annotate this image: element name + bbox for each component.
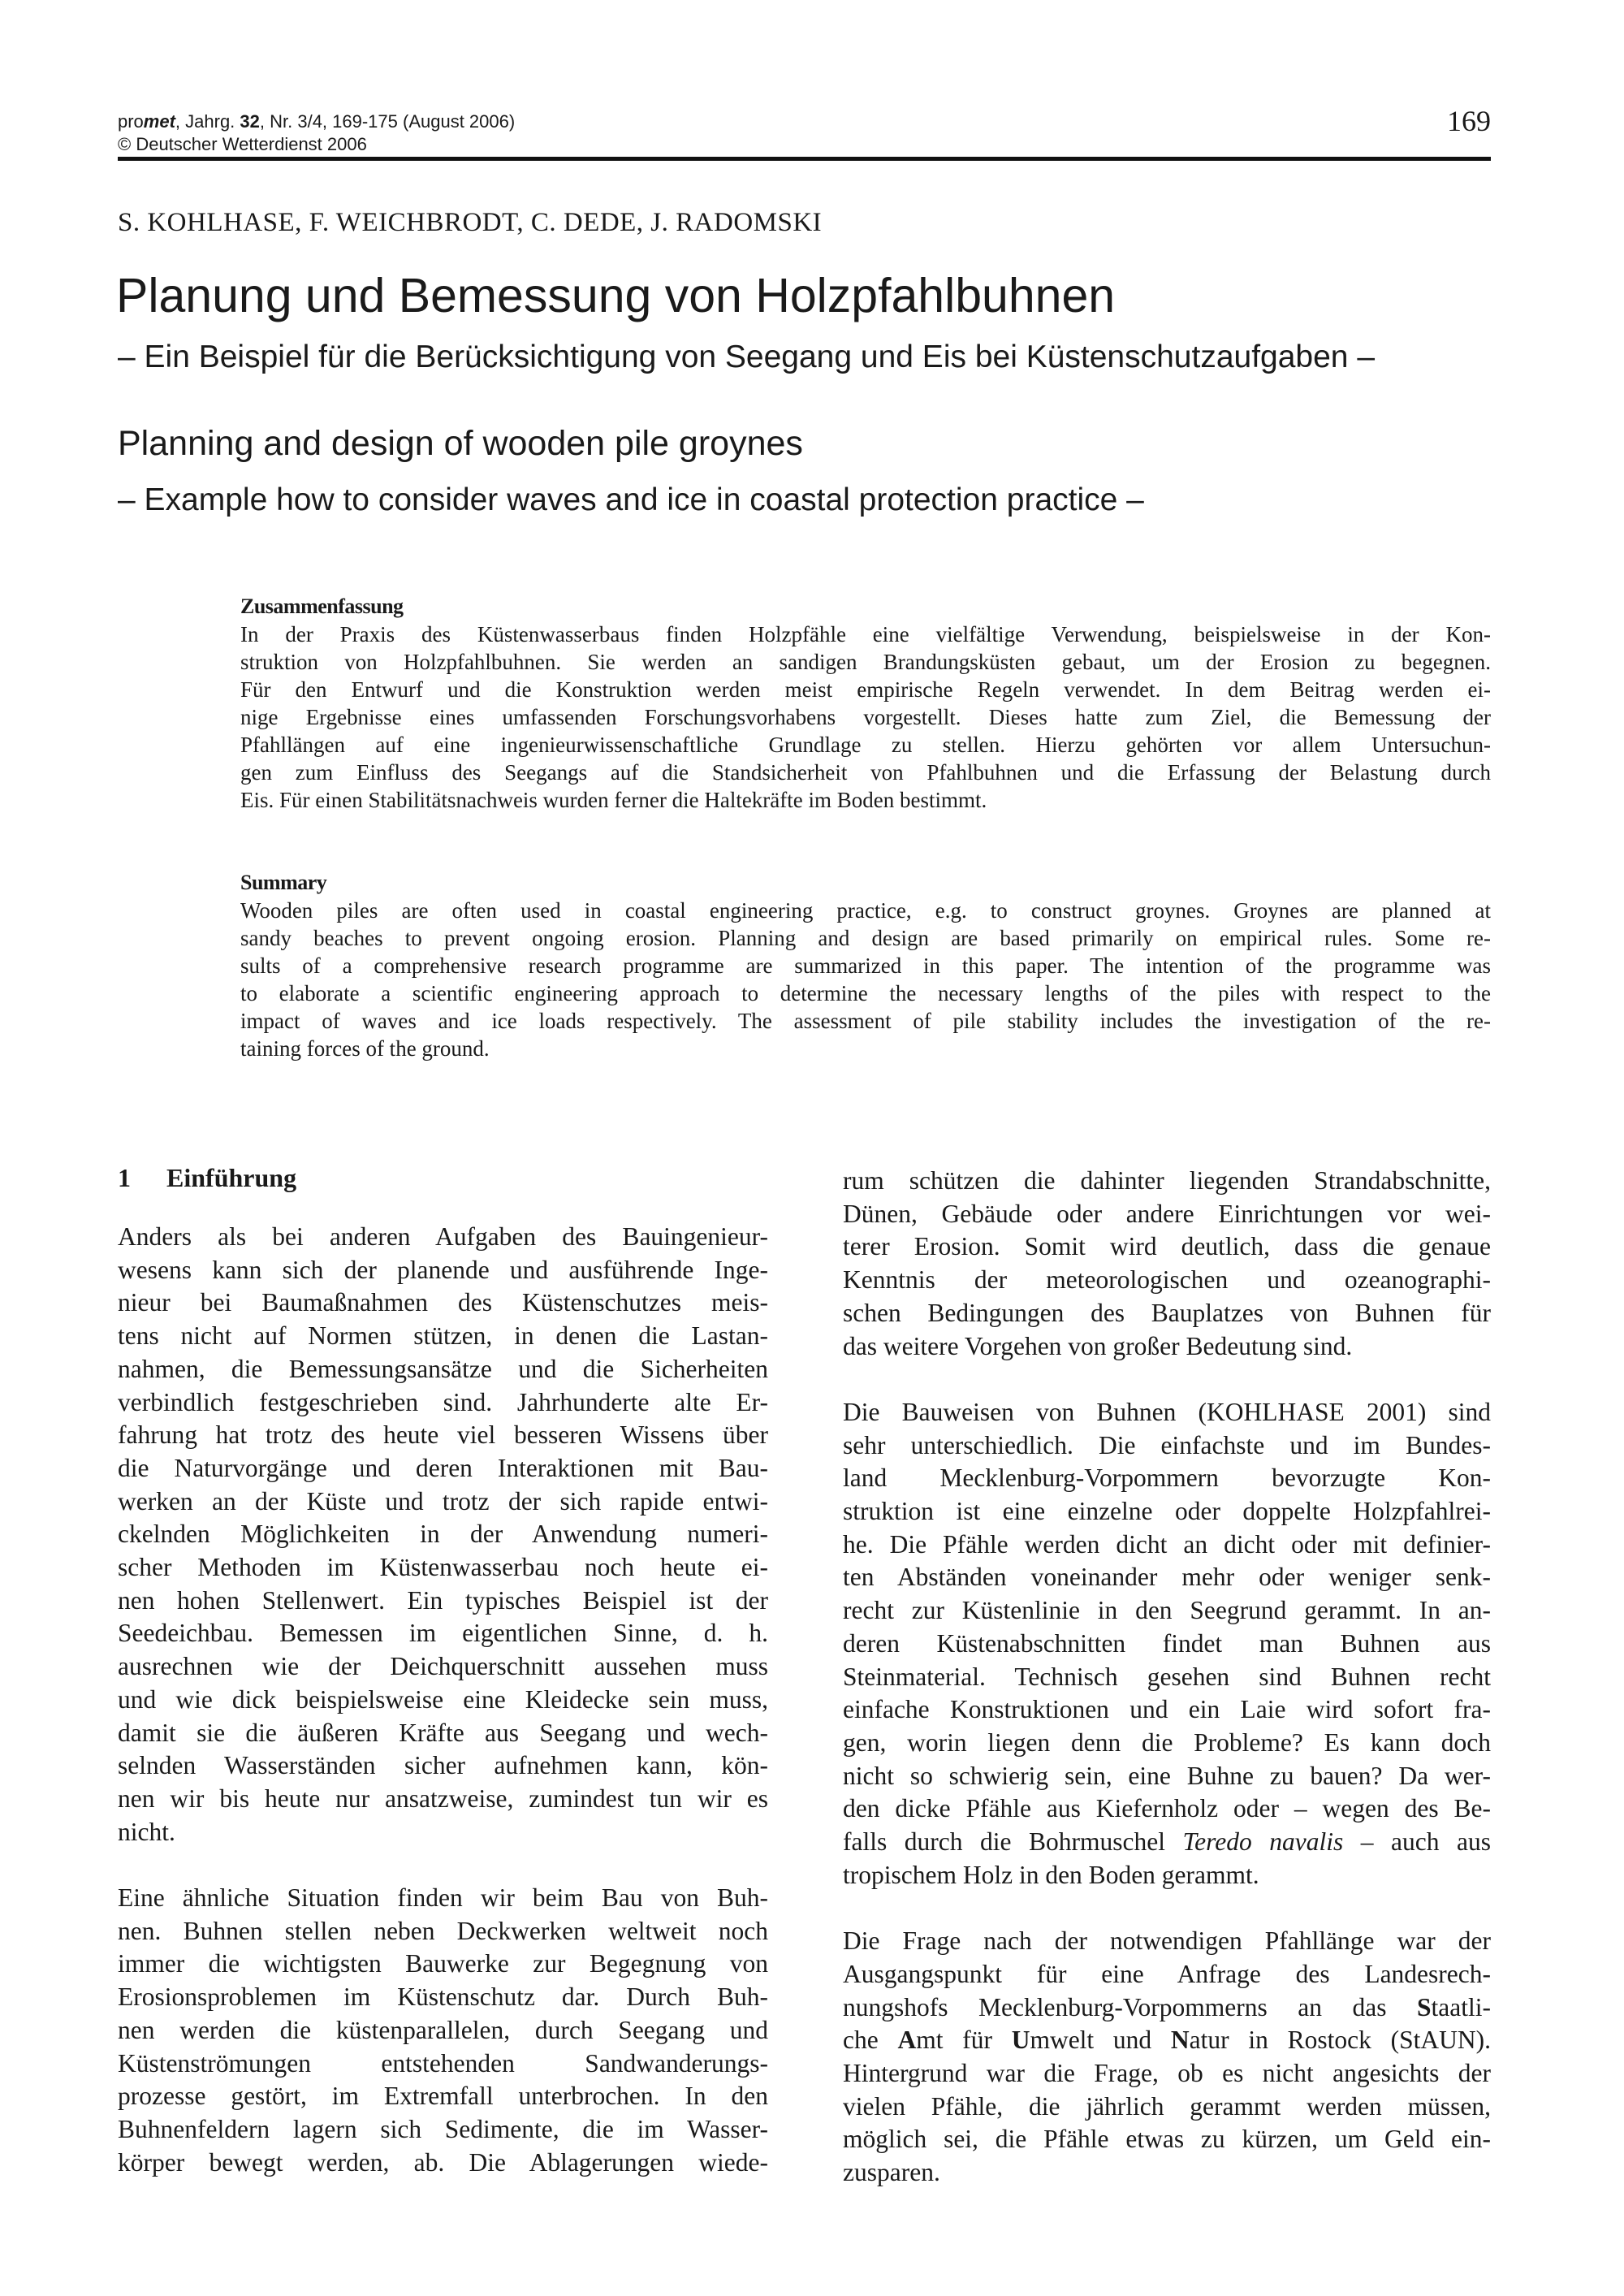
text-segment: nungshofs Mecklenburg-Vorpommerns an das — [843, 1992, 1417, 2021]
paragraph — [843, 1165, 1491, 1363]
paragraph — [843, 1925, 1491, 2190]
text-line: struktion ist eine einzelne oder doppelte Holzpfahlrei- — [843, 1497, 1491, 1526]
text-line: selnden Wasserständen sicher aufnehmen kann, kön- — [118, 1751, 768, 1780]
text-line: Für den Entwurf und die Konstruktion werden meist empirische Regeln verwendet. In dem Beitrag werden ei- — [240, 677, 1491, 702]
text-line: Buhnenfeldern lagern sich Sedimente, die im Wasser- — [118, 2114, 768, 2143]
text-segment: atur in Rostock (StAUN). — [1189, 2026, 1491, 2055]
text-line: Eis. Für einen Stabilitätsnachweis wurden ferner die Haltekräfte im Boden bestimmt. — [240, 788, 987, 812]
journal-citation — [118, 111, 515, 132]
text-line: rum schützen die dahinter liegenden Strandabschnitte, — [843, 1166, 1491, 1195]
journal-name-prefix: pro — [118, 111, 144, 132]
text-line: sults of a comprehensive research programme are summarized in this paper. The intention of the programme was — [240, 953, 1491, 978]
text-line: Die Frage nach der notwendigen Pfahllänge war der — [843, 1926, 1491, 1956]
text-line — [843, 1991, 1491, 2025]
text-line: nen hohen Stellenwert. Ein typisches Beispiel ist der — [118, 1585, 768, 1615]
text-line: verbindlich festgeschrieben sind. Jahrhunderte alte Er- — [118, 1387, 768, 1416]
text-line: he. Die Pfähle werden dicht an dicht oder mit definier- — [843, 1529, 1491, 1559]
text-line: ausrechnen wie der Deichquerschnitt aussehen muss — [118, 1652, 768, 1681]
abstract-german — [240, 593, 1491, 814]
text-line: ckelnden Möglichkeiten in der Anwendung numeri- — [118, 1520, 768, 1549]
text-line: tropischem Holz in den Boden gerammt. — [843, 1860, 1259, 1889]
paragraph — [118, 1221, 768, 1848]
text-line: to elaborate a scientific engineering approach to determine the necessary lengths of the piles with respect to the — [240, 981, 1491, 1005]
text-segment: taatli- — [1431, 1992, 1491, 2021]
bold-text: S — [1417, 1992, 1432, 2021]
text-line: impact of waves and ice loads respectively. The assessment of pile stability includes the investigation of the re- — [240, 1009, 1491, 1033]
text-line: nige Ergebnisse eines umfassenden Forschungsvorhabens vorgestellt. Dieses hatte zum Ziel, die Bemessung der — [240, 705, 1491, 729]
section-title: Einführung — [166, 1163, 297, 1192]
text-line: Pfahllängen auf eine ingenieurwissenschaftliche Grundlage zu stellen. Hierzu gehörten vor allem Untersuchun- — [240, 733, 1491, 757]
text-line: Eine ähnliche Situation finden wir beim Bau von Buh- — [118, 1883, 768, 1913]
text-line: gen zum Einfluss des Seegangs auf die Standsicherheit von Pfahlbuhnen und die Erfassung der Belastung durch — [240, 760, 1491, 785]
journal-name-italic: met — [143, 111, 175, 132]
text-line: Die Bauweisen von Buhnen (KOHLHASE 2001) sind — [843, 1397, 1491, 1426]
text-line: zusparen. — [843, 2158, 940, 2187]
text-line: prozesse gestört, im Extremfall unterbrochen. In den — [118, 2082, 768, 2111]
text-line — [843, 1826, 1491, 1859]
text-line: werken an der Küste und trotz der sich rapide entwi- — [118, 1486, 768, 1516]
citation-issue: , Nr. 3/4, 169-175 (August 2006) — [259, 111, 516, 132]
text-line: recht zur Küstenlinie in den Seegrund gerammt. In an- — [843, 1596, 1491, 1625]
copyright-line: © Deutscher Wetterdienst 2006 — [118, 134, 367, 154]
text-line: tens nicht auf Normen stützen, in denen die Lastan- — [118, 1321, 768, 1351]
subtitle-english: – Example how to consider waves and ice in coastal protection practice – — [118, 482, 1144, 517]
text-line: Küstenströmungen entstehenden Sandwanderungs- — [118, 2048, 768, 2078]
text-line: wesens kann sich der planende und ausführende Inge- — [118, 1255, 768, 1284]
section-heading — [118, 1163, 296, 1193]
page-number: 169 — [1447, 105, 1491, 137]
text-line: struktion von Holzpfahlbuhnen. Sie werden an sandigen Brandungsküsten gebaut, um der Erosion zu begegnen. — [240, 650, 1491, 674]
text-line: scher Methoden im Küstenwasserbau noch heute ei- — [118, 1553, 768, 1582]
text-line: und wie dick beispielsweise eine Kleidecke sein muss, — [118, 1684, 768, 1714]
text-line: nicht. — [118, 1817, 175, 1846]
text-line: deren Küstenabschnitten findet man Buhnen aus — [843, 1628, 1491, 1658]
text-line: Kenntnis der meteorologischen und ozeanographi- — [843, 1265, 1491, 1295]
citation-text: , Jahrg. — [175, 111, 240, 132]
text-line: nen. Buhnen stellen neben Deckwerken weltweit noch — [118, 1916, 768, 1945]
bold-text: A — [897, 2026, 917, 2055]
paragraph — [843, 1396, 1491, 1892]
text-line: nicht so schwierig sein, eine Buhne zu bauen? Da wer- — [843, 1761, 1491, 1790]
text-line: einfache Konstruktionen und ein Laie wird sofort fra- — [843, 1695, 1491, 1724]
text-line: In der Praxis des Küstenwasserbaus finden Holzpfähle eine vielfältige Verwendung, beispielsweise in der Kon- — [240, 622, 1491, 646]
text-line: Steinmaterial. Technisch gesehen sind Buhnen recht — [843, 1662, 1491, 1691]
text-line: immer die wichtigsten Bauwerke zur Begegnung von — [118, 1949, 768, 1978]
text-line: möglich sei, die Pfähle etwas zu kürzen, um Geld ein- — [843, 2125, 1491, 2154]
volume-number: 32 — [240, 111, 260, 132]
text-line: land Mecklenburg-Vorpommern bevorzugte Kon- — [843, 1464, 1491, 1493]
text-line: Seedeichbau. Bemessen im eigentlichen Sinne, d. h. — [118, 1619, 768, 1648]
text-line: sandy beaches to prevent ongoing erosion. Planning and design are based primarily on empirical rules. Some re- — [240, 926, 1491, 950]
text-line: Wooden piles are often used in coastal engineering practice, e.g. to construct groynes. Groynes are planned at — [240, 898, 1491, 923]
text-line: nahmen, die Bemessungsansätze und die Sicherheiten — [118, 1354, 768, 1383]
text-line: den dicke Pfähle aus Kiefernholz oder – wegen des Be- — [843, 1794, 1491, 1823]
text-line: körper bewegt werden, ab. Die Ablagerungen wiede- — [118, 2147, 768, 2177]
subtitle-german: – Ein Beispiel für die Berücksichtigung von Seegang und Eis bei Küstenschutzaufgaben – — [118, 339, 1376, 374]
text-line — [843, 2024, 1491, 2057]
text-segment: mt für — [916, 2026, 1012, 2055]
text-line: nieur bei Baumaßnahmen des Küstenschutzes meis- — [118, 1288, 768, 1317]
title-german: Planung und Bemessung von Holzpfahlbuhnen — [116, 269, 1116, 322]
text-line: Anders als bei anderen Aufgaben des Bauingenieur- — [118, 1222, 768, 1251]
text-line: Ausgangspunkt für eine Anfrage des Landesrech- — [843, 1959, 1491, 1988]
text-line: fahrung hat trotz des heute viel besseren Wissens über — [118, 1420, 768, 1450]
paragraph — [118, 1882, 768, 2179]
body-column-left — [118, 1221, 768, 2212]
text-line: terer Erosion. Somit wird deutlich, dass die genaue — [843, 1232, 1491, 1261]
text-segment: che — [843, 2026, 898, 2055]
summary-heading: Summary — [240, 871, 327, 894]
text-line: nen werden die küstenparallelen, durch Seegang und — [118, 2015, 768, 2044]
abstract-english — [240, 869, 1491, 1062]
text-line: Hintergrund war die Frage, ob es nicht angesichts der — [843, 2058, 1491, 2087]
text-line: taining forces of the ground. — [240, 1036, 490, 1061]
text-line: sehr unterschiedlich. Die einfachste und im Bundes- — [843, 1430, 1491, 1459]
bold-text: N — [1170, 2026, 1190, 2055]
text-line: die Naturvorgänge und deren Interaktionen mit Bau- — [118, 1453, 768, 1482]
title-english: Planning and design of wooden pile groynes — [118, 424, 803, 463]
text-segment: mwelt und — [1030, 2026, 1171, 2055]
text-line: damit sie die äußeren Kräfte aus Seegang und wech- — [118, 1718, 768, 1747]
bold-text: U — [1011, 2026, 1030, 2055]
text-line: ten Abständen voneinander mehr oder weniger senk- — [843, 1563, 1491, 1592]
text-line: Erosionsproblemen im Küstenschutz dar. Durch Buh- — [118, 1983, 768, 2012]
text-line: vielen Pfähle, die jährlich gerammt werden müssen, — [843, 2091, 1491, 2121]
body-column-right — [843, 1165, 1491, 2222]
abstract-heading: Zusammenfassung — [240, 595, 404, 618]
text-segment: – auch aus — [1343, 1827, 1491, 1857]
section-number: 1 — [118, 1163, 131, 1192]
text-line: gen, worin liegen denn die Probleme? Es kann doch — [843, 1727, 1491, 1757]
header-rule — [118, 157, 1491, 161]
text-line: schen Bedingungen des Bauplatzes von Buhnen für — [843, 1298, 1491, 1327]
text-line: das weitere Vorgehen von großer Bedeutung sind. — [843, 1331, 1353, 1360]
text-line: Dünen, Gebäude oder andere Einrichtungen vor wei- — [843, 1199, 1491, 1228]
text-segment: falls durch die Bohrmuschel — [843, 1827, 1183, 1857]
authors: S. KOHLHASE, F. WEICHBRODT, C. DEDE, J. RADOMSKI — [118, 208, 823, 237]
text-line: nen wir bis heute nur ansatzweise, zumindest tun wir es — [118, 1784, 768, 1813]
italic-text: Teredo navalis — [1182, 1827, 1344, 1857]
